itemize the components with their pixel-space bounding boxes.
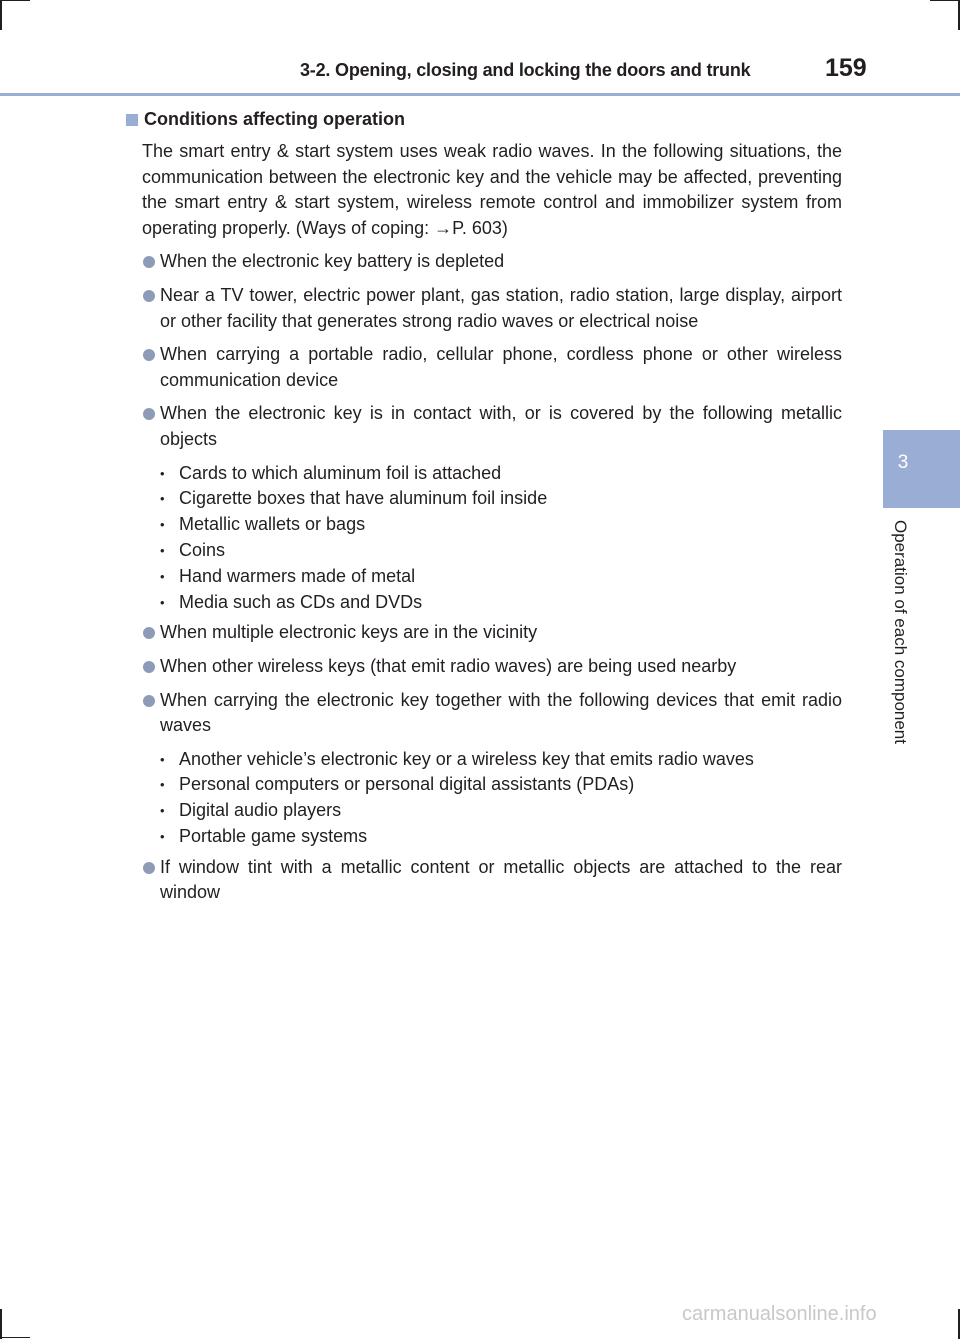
circle-bullet-icon: [143, 256, 155, 268]
list-item: • Metallic wallets or bags: [160, 512, 842, 538]
condition-text: When carrying the electronic key together with the following devices that emit radio waves: [160, 689, 842, 736]
chapter-tab-label: Operation of each component: [891, 520, 910, 744]
list-item: • Media such as CDs and DVDs: [160, 590, 842, 616]
list-item: • Personal computers or personal digital assistants (PDAs): [160, 772, 842, 798]
condition-text: If window tint with a metallic content or metallic objects are attached to the rear window: [160, 856, 842, 903]
page-header-title: 3-2. Opening, closing and locking the doors and trunk: [300, 60, 751, 80]
condition-item: [124, 620, 842, 646]
circle-bullet-icon: [143, 408, 155, 420]
condition-item: [124, 283, 842, 334]
condition-item: [124, 401, 842, 452]
crop-mark: [0, 0, 2, 30]
condition-item: [124, 688, 842, 739]
circle-bullet-icon: [143, 695, 155, 707]
condition-item: [124, 249, 842, 275]
watermark: carmanualsonline.info: [682, 1303, 877, 1325]
condition-item: [124, 654, 842, 680]
crop-mark: [0, 1309, 2, 1339]
condition-text: When multiple electronic keys are in the vicinity: [160, 622, 538, 643]
metallic-objects-list: [160, 461, 842, 616]
list-item: • Coins: [160, 538, 842, 564]
circle-bullet-icon: [143, 349, 155, 361]
intro-paragraph: The smart entry & start system uses weak radio waves. In the following situations, the communication between the electronic key and the vehicle may be affected, preventing the smart entry & start system, wireless remote control and immobilizer system from operating properly. (Ways of coping: →P. 603): [142, 141, 842, 238]
list-item: • Cigarette boxes that have aluminum foil inside: [160, 486, 842, 512]
section-heading-text: Conditions affecting operation: [144, 109, 405, 129]
chapter-tab-number: 3: [897, 452, 909, 473]
crop-mark: [0, 1337, 30, 1338]
crop-mark: [0, 0, 30, 1]
condition-item: [124, 855, 842, 906]
crop-mark: [930, 0, 960, 1]
condition-item: [124, 342, 842, 393]
circle-bullet-icon: [143, 661, 155, 673]
list-item: • Hand warmers made of metal: [160, 564, 842, 590]
page-content: [124, 107, 842, 914]
header-divider: [0, 93, 960, 96]
circle-bullet-icon: [143, 290, 155, 302]
condition-text: When other wireless keys (that emit radio waves) are being used nearby: [160, 655, 737, 676]
list-item: • Cards to which aluminum foil is attached: [160, 461, 842, 487]
page-number: 159: [825, 54, 867, 82]
circle-bullet-icon: [143, 627, 155, 639]
list-item: • Portable game systems: [160, 824, 842, 850]
devices-list: [160, 747, 842, 850]
condition-text: When carrying a portable radio, cellular phone, cordless phone or other wireless communication device: [160, 344, 842, 390]
section-heading: [124, 107, 842, 131]
square-bullet-icon: [126, 114, 138, 126]
condition-text: Near a TV tower, electric power plant, gas station, radio station, large display, airport or other facility that generates strong radio waves or electrical noise: [160, 284, 842, 331]
condition-text: When the electronic key is in contact with, or is covered by the following metallic objects: [160, 403, 842, 449]
circle-bullet-icon: [143, 862, 155, 874]
list-item: • Another vehicle’s electronic key or a wireless key that emits radio waves: [160, 747, 842, 773]
condition-text: When the electronic key battery is depleted: [160, 251, 505, 272]
list-item: • Digital audio players: [160, 798, 842, 824]
